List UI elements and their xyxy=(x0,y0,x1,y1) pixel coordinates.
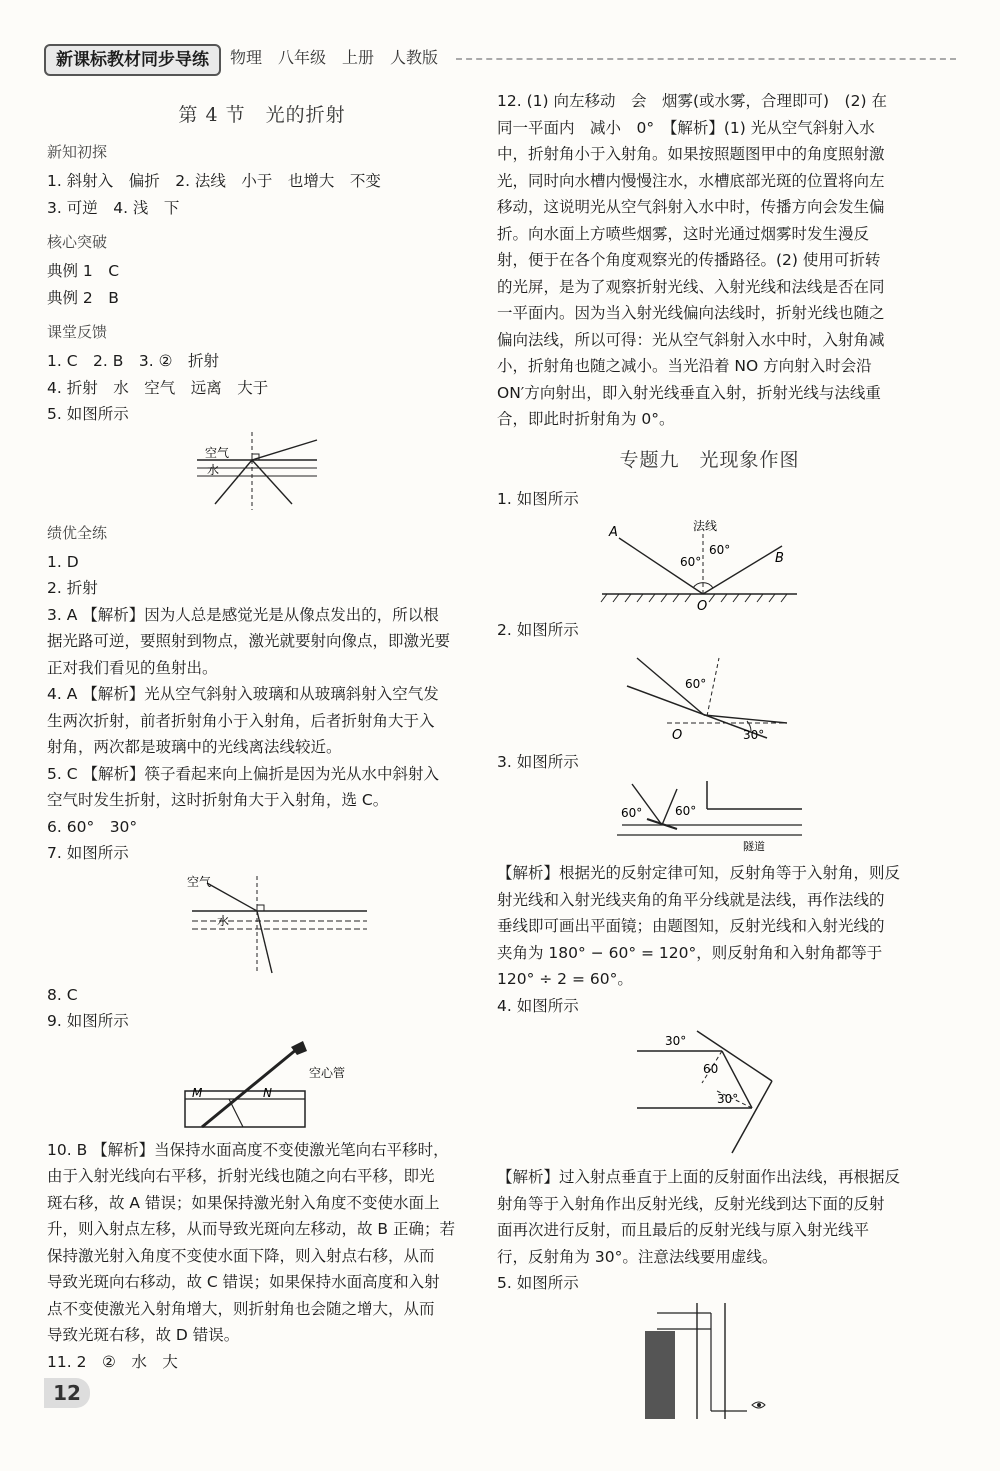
answer-line: 射，便于在各个角度观察光的传播路径。(2) 使用可折转 xyxy=(497,251,881,269)
answer-line: 9. 如图所示 xyxy=(47,1012,129,1030)
answer-line: 空气时发生折射，这时折射角大于入射角，选 C。 xyxy=(47,791,389,809)
answer-line: 夹角为 180° − 60° = 120°，则反射角和入射角都等于 xyxy=(497,943,883,962)
answer-line: 射角等于入射角作出反射光线，反射光线到达下面的反射 xyxy=(497,1194,885,1213)
answer-line: 1. D xyxy=(47,552,79,571)
answer-line: 2. 如图所示 xyxy=(497,621,579,639)
figure-reflection-1 xyxy=(497,516,922,611)
answer-line: 中，折射角小于入射角。如果按照题图甲中的角度照射激 xyxy=(497,145,885,163)
answer-line: 的光屏，是为了观察折射光线、入射光线和法线是否在同 xyxy=(497,277,885,296)
section-title-optics-drawing: 专题九 光现象作图 xyxy=(619,448,800,471)
subsection-excellence: 绩优全练 xyxy=(47,523,108,542)
answer-line: 移动，这说明光从空气斜射入水中时，传播方向会发生偏 xyxy=(497,198,885,216)
answer-line: 4. A 【解析】光从空气斜射入玻璃和从玻璃斜射入空气发 xyxy=(47,685,439,703)
answer-line: 5. 如图所示 xyxy=(47,405,129,423)
answer-line: 典例 1 C xyxy=(47,262,120,280)
label-o: O xyxy=(697,599,708,611)
answer-line: 4. 如图所示 xyxy=(497,996,579,1015)
figure-reflection-2 xyxy=(497,648,922,743)
label-a: A xyxy=(609,525,618,540)
label-tube: 空心管 xyxy=(309,1065,346,1080)
answer-line: 6. 60° 30° xyxy=(47,817,138,836)
label-angle: 30° xyxy=(717,1092,739,1106)
left-column xyxy=(47,88,477,1375)
right-column xyxy=(497,88,922,1427)
answer-line: 1. 如图所示 xyxy=(497,489,579,508)
answer-line: 折。向水面上方喷些烟雾，这时光通过烟雾时发生漫反 xyxy=(497,224,870,243)
answer-line: 5. 如图所示 xyxy=(497,1274,579,1292)
answer-line: 【解析】过入射点垂直于上面的反射面作出法线，再根据反 xyxy=(497,1168,901,1186)
label-m: M xyxy=(192,1085,203,1100)
answer-line: 小，折射角也随之减小。当光沿着 NO 方向射入时会沿 xyxy=(497,357,872,375)
label-air: 空气 xyxy=(205,445,230,460)
answer-line: 1. 斜射入 偏折 2. 法线 小于 也增大 不变 xyxy=(47,172,381,190)
answer-line: 8. C xyxy=(47,985,78,1004)
label-normal: 法线 xyxy=(693,519,718,533)
page-header xyxy=(44,44,964,74)
figure-periscope-5 xyxy=(497,1301,922,1421)
answer-line: 导致光斑向右移动，故 C 错误；如果保持水面高度和入射 xyxy=(47,1273,440,1291)
answer-line: 1. C 2. B 3. ② 折射 xyxy=(47,352,219,370)
answer-line: 5. C 【解析】筷子看起来向上偏折是因为光从水中斜射入 xyxy=(47,764,439,783)
answer-line: 保持激光射入角度不变使水面下降，则入射点右移，从而 xyxy=(47,1246,435,1265)
label-angle: 30° xyxy=(743,727,765,742)
answer-line: 生两次折射，前者折射角小于入射角，后者折射角大于入 xyxy=(47,711,435,730)
label-angle: 60° xyxy=(680,555,702,569)
answer-line: 2. 折射 xyxy=(47,579,98,597)
answer-line: 4. 折射 水 空气 远离 大于 xyxy=(47,378,269,397)
answer-line: 面再次进行反射，而且最后的反射光线与原入射光线平 xyxy=(497,1221,870,1239)
subsection-new-knowledge: 新知初探 xyxy=(47,143,108,161)
answer-line: 点不变使激光入射角增大，则折射角也会随之增大，从而 xyxy=(47,1299,435,1318)
label-water: 水 xyxy=(207,462,220,477)
label-angle: 60 xyxy=(703,1062,719,1076)
answer-line: 同一平面内 减小 0° 【解析】(1) 光从空气斜射入水 xyxy=(497,118,875,137)
subsection-core: 核心突破 xyxy=(47,233,108,251)
figure-refraction-7 xyxy=(47,871,477,976)
figure-hollow-tube-9 xyxy=(47,1039,477,1131)
answer-line: 典例 2 B xyxy=(47,288,119,307)
label-angle: 30° xyxy=(665,1034,687,1048)
answer-line: 合，即此时折射角为 0°。 xyxy=(497,410,675,428)
answer-line: 行，反射角为 30°。注意法线要用虚线。 xyxy=(497,1247,778,1266)
answer-line: 7. 如图所示 xyxy=(47,844,129,862)
label-tunnel: 隧道 xyxy=(743,840,765,853)
answer-line: 射角，两次都是玻璃中的光线离法线较近。 xyxy=(47,738,342,756)
section-title-refraction: 第 4 节 光的折射 xyxy=(178,104,346,126)
label-angle: 60° xyxy=(675,804,697,818)
series-title: 新课标教材同步导练 xyxy=(44,44,221,76)
answer-line: 由于入射光线向右平移，折射光线也随之向右平移，即光 xyxy=(47,1167,435,1185)
answer-line: 斑右移，故 A 错误；如果保持激光射入角度不变使水面上 xyxy=(47,1193,440,1212)
label-angle: 60° xyxy=(685,676,707,691)
answer-line: 3. 可逆 4. 浅 下 xyxy=(47,198,180,217)
answer-line: 一平面内。因为当入射光线偏向法线时，折射光线也随之 xyxy=(497,304,885,322)
answer-line: 导致光斑右移，故 D 错误。 xyxy=(47,1326,240,1344)
header-divider xyxy=(456,58,956,60)
answer-line: 升，则入射点左移，从而导致光斑向左移动，故 B 正确；若 xyxy=(47,1220,455,1238)
label-o: O xyxy=(672,727,683,743)
answer-line: 120° ÷ 2 = 60°。 xyxy=(497,970,633,988)
figure-refraction-5 xyxy=(47,432,477,512)
book-subtitle: 物理 八年级 上册 人教版 xyxy=(230,48,439,67)
answer-line: 3. A 【解析】因为人总是感觉光是从像点发出的，所以根 xyxy=(47,605,439,624)
answer-line: 12. (1) 向左移动 会 烟雾(或水雾，合理即可) (2) 在 xyxy=(497,92,887,110)
answer-line: 光，同时向水槽内慢慢注水，水槽底部光斑的位置将向左 xyxy=(497,171,885,190)
answer-line: 据光路可逆，要照射到物点，激光就要射向像点，即激光要 xyxy=(47,632,451,650)
answer-line: 【解析】根据光的反射定律可知，反射角等于入射角，则反 xyxy=(497,864,901,882)
answer-line: 3. 如图所示 xyxy=(497,752,579,771)
answer-line: 射光线和入射光线夹角的角平分线就是法线，再作法线的 xyxy=(497,890,885,909)
label-n: N xyxy=(263,1085,272,1100)
subsection-feedback: 课堂反馈 xyxy=(47,323,108,341)
label-angle: 60° xyxy=(709,543,731,557)
figure-double-mirror-4 xyxy=(497,1023,922,1158)
label-angle: 60° xyxy=(621,806,643,820)
figure-tunnel-3 xyxy=(497,779,922,854)
answer-line: ON′方向射出，即入射光线垂直入射，折射光线与法线重 xyxy=(497,383,881,402)
label-b: B xyxy=(775,551,784,566)
answer-line: 正对我们看见的鱼射出。 xyxy=(47,658,218,677)
label-air: 空气 xyxy=(187,874,212,889)
page-number: 12 xyxy=(44,1378,90,1408)
answer-line: 10. B 【解析】当保持水面高度不变使激光笔向右平移时， xyxy=(47,1140,449,1159)
label-water: 水 xyxy=(217,913,230,928)
answer-line: 垂线即可画出平面镜；由题图知，反射光线和入射光线的 xyxy=(497,917,885,935)
answer-line: 偏向法线，所以可得：光从空气斜射入水中时，入射角减 xyxy=(497,330,885,349)
answer-line: 11. 2 ② 水 大 xyxy=(47,1352,178,1371)
